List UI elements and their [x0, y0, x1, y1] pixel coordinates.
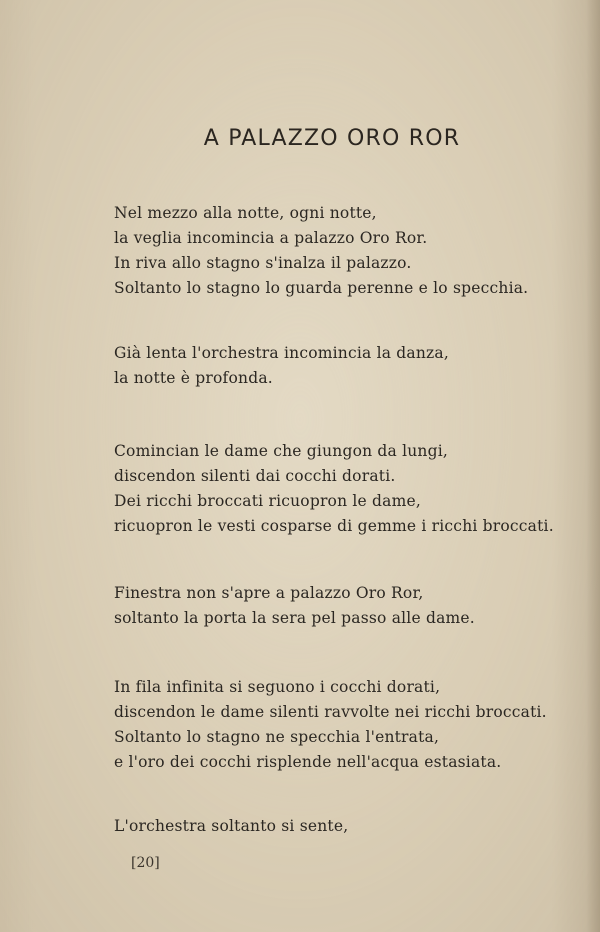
verse-line: soltanto la porta la sera pel passo alle dame. — [114, 609, 475, 627]
stanza-3 — [114, 439, 554, 539]
poem-title: A PALAZZO ORO ROR — [203, 126, 461, 151]
verse-line: la notte è profonda. — [114, 369, 273, 387]
verse-line: discendon silenti dai cocchi dorati. — [114, 467, 396, 485]
verse-line: Finestra non s'apre a palazzo Oro Ror, — [114, 584, 424, 602]
verse-line: la veglia incomincia a palazzo Oro Ror. — [114, 229, 428, 247]
verse-line: In riva allo stagno s'inalza il palazzo. — [114, 254, 412, 272]
verse-line: Dei ricchi broccati ricuopron le dame, — [114, 492, 422, 510]
verse-line: Soltanto lo stagno ne specchia l'entrata, — [114, 728, 440, 746]
verse-line: L'orchestra soltanto si sente, — [114, 817, 349, 835]
stanza-1 — [114, 201, 528, 301]
verse-line: e l'oro dei cocchi risplende nell'acqua estasiata. — [114, 753, 502, 771]
verse-line: ricuopron le vesti cosparse di gemme i ricchi broccati. — [114, 517, 554, 535]
stanza-4 — [114, 581, 475, 631]
verse-line: discendon le dame silenti ravvolte nei ricchi broccati. — [114, 703, 547, 721]
stanza-6 — [114, 814, 348, 839]
stanza-2 — [114, 341, 449, 391]
page-number: [20] — [131, 855, 160, 871]
verse-line: In fila infinita si seguono i cocchi dorati, — [114, 678, 441, 696]
verse-line: Nel mezzo alla notte, ogni notte, — [114, 204, 377, 222]
verse-line: Comincian le dame che giungon da lungi, — [114, 442, 449, 460]
verse-line: Già lenta l'orchestra incomincia la danza, — [114, 344, 449, 362]
verse-line: Soltanto lo stagno lo guarda perenne e lo specchia. — [114, 279, 529, 297]
stanza-5 — [114, 675, 547, 775]
